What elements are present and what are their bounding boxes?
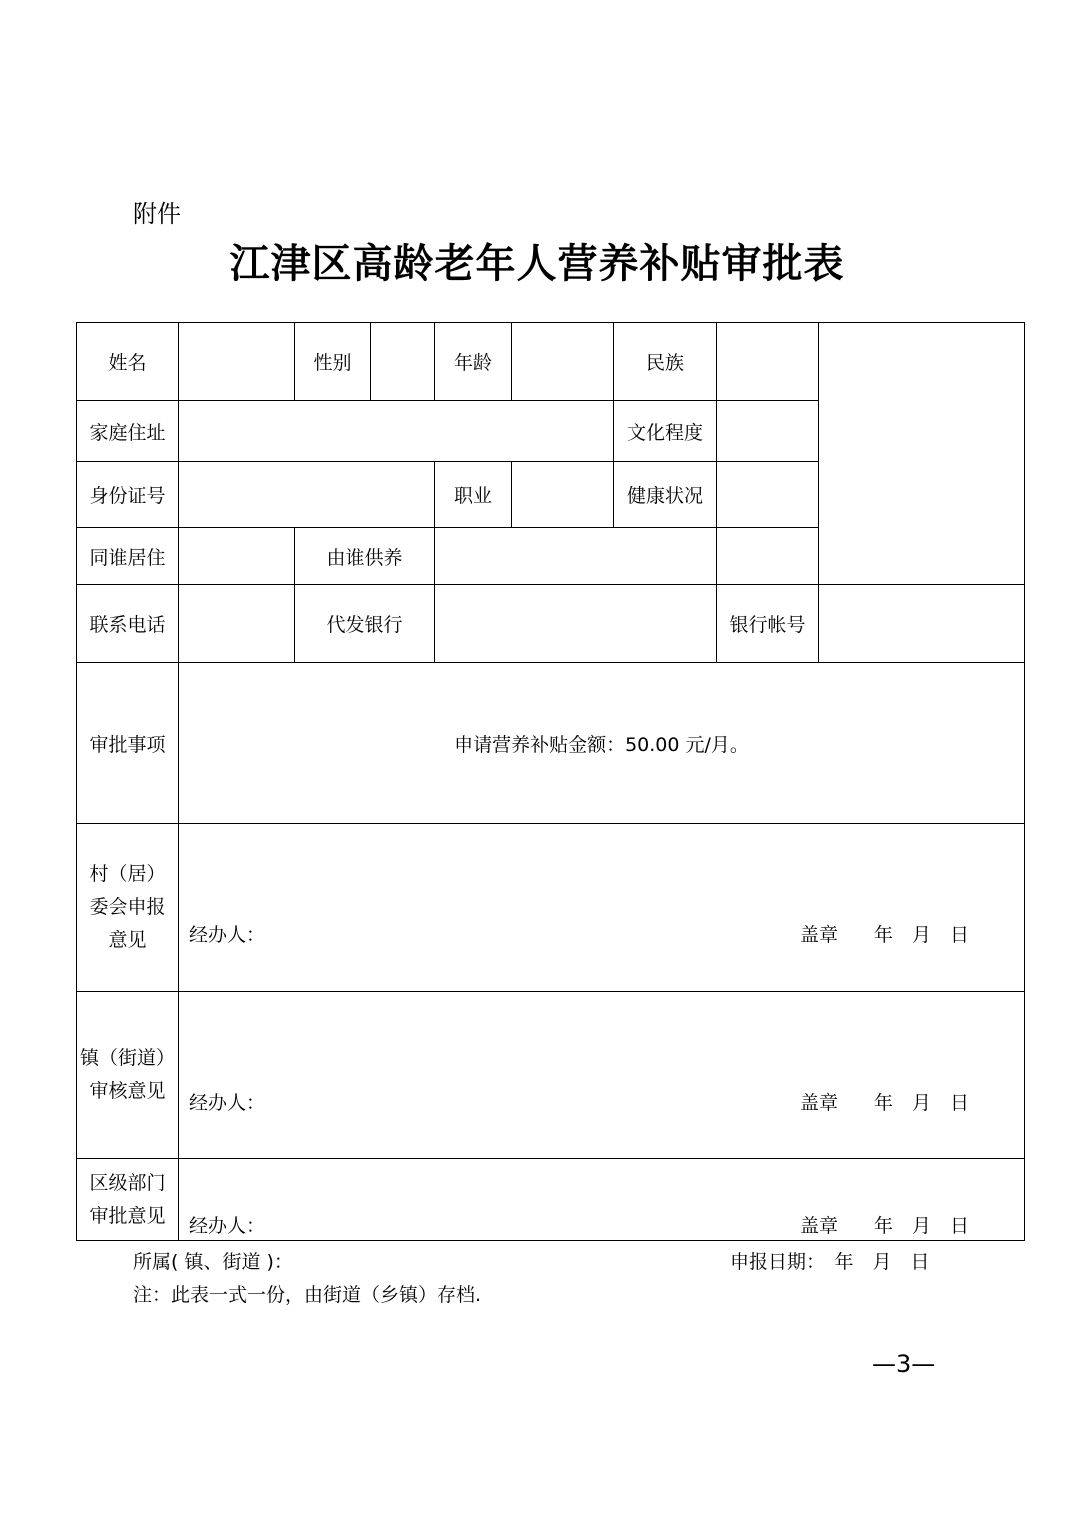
account-field[interactable] — [819, 585, 1025, 663]
ethnicity-label: 民族 — [614, 323, 717, 401]
name-label: 姓名 — [77, 323, 179, 401]
account-label: 银行帐号 — [717, 585, 819, 663]
town-handler-label: 经办人： — [189, 1092, 266, 1114]
ethnicity-field[interactable] — [717, 323, 819, 401]
education-field[interactable] — [717, 401, 819, 462]
id-number-label: 身份证号 — [77, 462, 179, 528]
attachment-label: 附件 — [133, 200, 181, 228]
district-handler-label: 经办人： — [189, 1215, 266, 1237]
district-label-line: 审批意见 — [89, 1204, 166, 1227]
town-sign-row — [189, 1088, 1024, 1115]
phone-label: 联系电话 — [77, 585, 179, 663]
footnote: 注：此表一式一份，由街道（乡镇）存档. — [133, 1284, 482, 1306]
address-field[interactable] — [179, 401, 614, 462]
district-opinion-field[interactable] — [179, 1159, 1025, 1241]
occupation-label: 职业 — [435, 462, 512, 528]
district-opinion-label — [77, 1159, 179, 1241]
address-label: 家庭住址 — [77, 401, 179, 462]
village-label-line: 意见 — [108, 929, 147, 951]
health-label: 健康状况 — [614, 462, 717, 528]
approval-form-table — [76, 322, 1025, 1241]
cohabit-label: 同谁居住 — [77, 528, 179, 585]
page-number: —3— — [872, 1350, 936, 1378]
town-opinion-field[interactable] — [179, 992, 1025, 1159]
bank-label: 代发银行 — [295, 585, 435, 663]
village-date-label: 年 月 日 — [874, 924, 970, 946]
approval-item-text: 申请营养补贴金额：50.00 元/月。 — [179, 663, 1025, 824]
cohabit-field[interactable] — [179, 528, 295, 585]
support-label: 由谁供养 — [295, 528, 435, 585]
support-field[interactable] — [435, 528, 717, 585]
report-date-label: 申报日期： 年 月 日 — [730, 1251, 930, 1273]
town-label-line: 镇（街道） — [79, 1047, 175, 1069]
age-label: 年龄 — [435, 323, 512, 401]
gender-field[interactable] — [371, 323, 435, 401]
town-seal-label: 盖章 — [800, 1092, 839, 1114]
age-field[interactable] — [512, 323, 614, 401]
town-date-label: 年 月 日 — [874, 1092, 970, 1114]
district-sign-row — [189, 1211, 1024, 1238]
approval-item-label: 审批事项 — [77, 663, 179, 824]
town-opinion-label — [77, 992, 179, 1159]
district-date-label: 年 月 日 — [874, 1215, 970, 1237]
support-extra-field[interactable] — [717, 528, 819, 585]
village-label-line: 委会申报 — [89, 896, 166, 918]
occupation-field[interactable] — [512, 462, 614, 528]
village-opinion-field[interactable] — [179, 824, 1025, 992]
health-field[interactable] — [717, 462, 819, 528]
phone-field[interactable] — [179, 585, 295, 663]
form-title: 江津区高龄老年人营养补贴审批表 — [229, 240, 845, 287]
gender-label: 性别 — [295, 323, 371, 401]
district-label-line: 区级部门 — [89, 1171, 166, 1194]
name-field[interactable] — [179, 323, 295, 401]
education-label: 文化程度 — [614, 401, 717, 462]
town-label-line: 审核意见 — [89, 1080, 166, 1102]
id-number-field[interactable] — [179, 462, 435, 528]
photo-cell — [819, 323, 1025, 585]
village-label-line: 村（居） — [89, 863, 166, 885]
village-handler-label: 经办人： — [189, 924, 266, 946]
bank-field[interactable] — [435, 585, 717, 663]
belong-label: 所属( 镇、街道 )： — [133, 1251, 293, 1273]
village-opinion-label — [77, 824, 179, 992]
village-seal-label: 盖章 — [800, 924, 839, 946]
village-sign-row — [189, 920, 1024, 947]
district-seal-label: 盖章 — [800, 1215, 839, 1237]
